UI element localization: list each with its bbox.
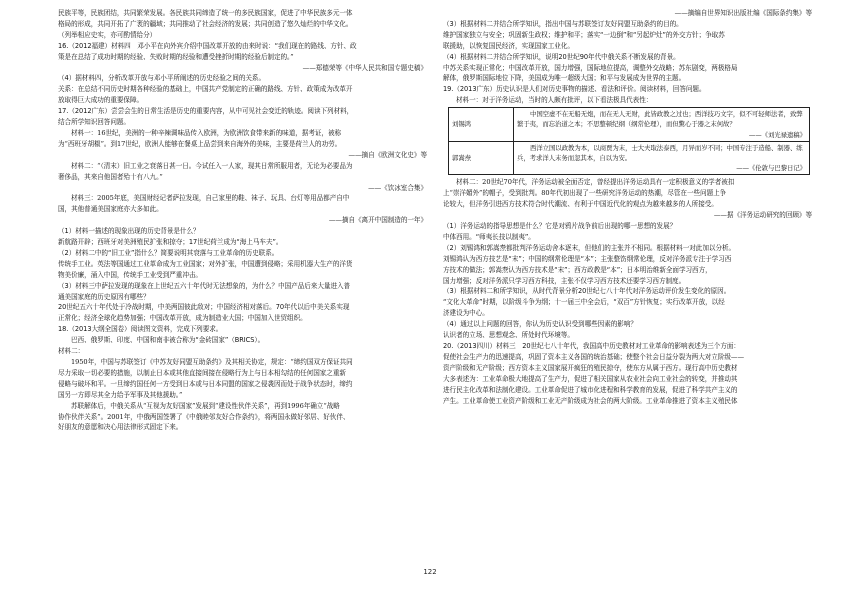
material-line: 1950年，中国与苏联签订《中苏友好同盟互助条约》及其相关协定，规定：“缔约国双方保证共同 — [71, 358, 353, 366]
material-line: 论较大，但洋务引进西方技术符合时代潮流、有利于中国近代化的观点为越来越多的人所接受。 — [443, 200, 718, 209]
answer-line: “文化大革命”时期，以阶级斗争为纲；十一届三中全会后，“双百”方针恢复；实行改革开放，以经 — [443, 298, 725, 307]
comparison-table — [448, 107, 810, 175]
material-line: 产生。工业革命使工业资产阶级和工业无产阶级成为社会的两大阶级。工业革命推进了资本主义殖民体 — [443, 396, 738, 405]
question-17-header: 17.（2012广东）尝尝会生的日常生活是历史的重要内容，从中可见社会变迁的轨迹。阅读下列材料， — [58, 107, 354, 116]
answer-line: 中体西用。“师夷长技以制夷”。 — [443, 232, 535, 241]
answer-line: 国力增强；反对洋务派只学习西方科技，主张不仅学习西方技术还要学习西方制度。 — [443, 276, 686, 285]
table-cell-name: 刘锡鸿 — [449, 108, 514, 142]
table-row — [449, 108, 810, 142]
answer-line: 方技术的做法；郭嵩焘认为西方技术是“末”；西方政教是“本”；日本明治维新全面学习西方， — [443, 265, 712, 274]
material-line: 材料二：“（清末）旧工业之衰落日甚一日。今试任入一人家，现其日常所服用者，无论为必要品为 — [71, 161, 353, 170]
material-line: 苏联解体后，中俄关系从“互视为友好国家”发展到“建设性伙伴关系”，再到1996年确立“战略 — [71, 401, 340, 410]
material-line: 为“西班牙胡椒”。到17世纪，欧洲人能够在餐桌上品尝到来自海外的美味，主要是荷兰人的功劳。 — [58, 139, 342, 148]
table-cell-name: 郭嵩焘 — [449, 141, 514, 175]
table-row — [449, 141, 810, 175]
material-line: 尽力采取一切必要的措施，以制止日本或其他直接间接在侵略行为上与日本相勾结的任何国家之重新 — [58, 368, 346, 377]
material-line: 促使社会生产力的迅速提高，巩固了资本主义各国的统治基础；使整个社会日益分裂为两大对立阶级—— — [443, 352, 745, 361]
material-label: 材料二： — [58, 347, 85, 356]
material-line: 好朋友的意愿和决心用法律形式固定下来。 — [58, 423, 183, 432]
question-line: （1）材料一描述的现象出现的历史背景是什么？ — [58, 227, 200, 236]
material-line: 进行民主化改革和法制化建设。工业革命促进了城市化进程和科学教育的发展，促进了科学共产主义的 — [443, 385, 738, 394]
material-line: 材料一：16世纪，美洲的一种辛辣调味品传入欧洲，为欧洲饮食带来新的味道，据考证，被称 — [71, 128, 342, 137]
answer-line: 20世纪五六十年代处于冷战时期，中美两国彼此敌对；中国经济相对落后。70年代以后中美关系实现 — [58, 303, 350, 312]
cell-source: ——《刘光禄遗稿》 — [748, 130, 806, 139]
question-line: 通美国家庭的历史原因有哪些？ — [58, 292, 150, 301]
material-line: 上“崇洋媚外”的帽子，受到批判。80年代初出现了一些研究洋务运动的热潮，尽管在一些问题上争 — [443, 189, 727, 198]
material-line: 协作伙伴关系”。2001年，中俄两国签署了《中俄睦邻友好合作条约》，将两国永做好邻居、好伙伴、 — [58, 412, 350, 421]
cell-source: ——《伦敦与巴黎日记》 — [736, 164, 806, 173]
source-citation: ——《饮冰室合集》 — [368, 183, 427, 192]
cell-body: 西洋立国以政教为本，以商贾为末，士大夫取法泰西，月异而岁不同；中国专注于造船、制器、练兵，考求洋人末务而忽其本，自以为安。 — [517, 143, 803, 162]
answer-line: 中苏关系实现正常化；中国改革开放，国力增强，国际地位提高，调整外交战略；苏东剧变，两极格局 — [443, 63, 738, 72]
answer-line: 放取得巨大成功的重要保障。 — [58, 96, 144, 105]
question-line: （3）根据材料二和所学知识，从时代背景分析20世纪七八十年代对洋务运动评价发生变化的原因。 — [443, 287, 731, 296]
table-cell-text — [514, 108, 810, 142]
quote-line: 策是在总结了成功时期的经验、失败时期的经验和遭受挫折时期的经验后制定的。” — [58, 52, 294, 61]
answer-line: 新航路开辟；西班牙对美洲殖民扩张和掠夺；17世纪荷兰成为“海上马车夫”。 — [58, 238, 283, 247]
question-line: （4）根据材料二并结合所学知识，说明20世纪90年代中俄关系不断发展的背景。 — [443, 52, 680, 61]
source-citation: ——郑德荣等《中华人民共和国专题史稿》 — [302, 63, 427, 72]
question-16-header: 16.（2012福建）材料四 邓小平在向外宾介绍中国改革开放的由来时说：“我们现在的路线、方针、政 — [58, 41, 357, 50]
source-citation: ——摘自《离开中国制造的一年》 — [328, 216, 427, 225]
text-line: 巴西、俄罗斯、印度、中国和南非被合称为“金砖国家”（BRICS）。 — [71, 336, 265, 345]
text-line: 格局的形成，共同开拓了广袤的疆域；共同推动了社会经济的发展；共同创造了悠久灿烂的中华文化。 — [58, 19, 353, 28]
cell-body: 中国空虚不在无船无炮，而在无人无财，此皆政教之过也；西洋技巧文字，似不可轻师法者，致弊繁于夷，而忘治道之本；不思整顿纪纲（纲常伦理），而但驚心于器之末何故？ — [517, 110, 803, 129]
question-20-header: 20.（2013四川）材料三 20世纪七八十年代，我国高中历史教材对工业革命的影响表述为三个方面： — [443, 341, 740, 350]
answer-line: 认识者的立场、思想观念、所处时代环境等。 — [443, 331, 574, 340]
material-line: 资产阶级和无产阶级；西方资本主义国家展开疯狂的殖民掠夺，使东方从属于西方。现行高中历史教材 — [443, 363, 738, 372]
answer-line: 传统手工业。英法等国通过工业革命成为工业国家；对外扩张，中国遭到侵略；采用机器大生产的洋货 — [58, 259, 353, 268]
right-column — [443, 8, 812, 406]
left-column — [58, 8, 427, 433]
material-line: 国另一方即尽其全力给予军事及其他援助。” — [58, 390, 183, 399]
answer-line: 济建设为中心。 — [443, 309, 489, 318]
question-line: （4）据材料四，分析改革开放与邓小平所阐述的历史经验之间的关系。 — [58, 74, 266, 83]
source-citation: ——摘编自世界知识出版社编《国际条约集》等 — [674, 9, 812, 17]
material-line: 大多表述为：工业革命极大地提高了生产力，促进了相关国家从农业社会向工业社会的转变，并推动其 — [443, 374, 738, 383]
question-line: （2）材料二中的“旧工业”指什么？简要说明其衰落与工业革命的历史联系。 — [58, 248, 279, 257]
answer-line: 解体，俄罗斯国际地位下降，美国成为唯一超级大国；和平与发展成为世界的主题。 — [443, 74, 686, 83]
question-line: （3）根据材料二并结合所学知识，指出中国与苏联签订友好同盟互助条约的目的。 — [443, 19, 683, 28]
question-line: （4）通过以上问题的回答，你认为历史认识受到哪些因素的影响？ — [443, 320, 637, 329]
table-cell-text — [514, 141, 810, 175]
question-18-header: 18.（2013大纲全国卷）阅读图文资料，完成下列要求。 — [58, 325, 223, 334]
text-line: （列举相应史实，亦可酌情给分） — [58, 30, 157, 39]
answer-line: 物美价廉，涌入中国，传统手工业受到严重冲击。 — [58, 270, 202, 279]
question-19-header: 19.（2013广东）历史认识是人们对历史事物的描述、看法和评价。阅读材料，回答问题。 — [443, 85, 706, 94]
material-line: 材料三：2005年底，美国财经记者萨拉发现，自己家里的鞋、袜子、玩具、台灯等用品都产自中 — [71, 194, 350, 203]
material-line: 材料二：20世纪70年代，洋务运动被全面否定，曾经提出洋务运动具有一定积极意义的学者被扣 — [456, 178, 735, 187]
material-line: 材料一：对于洋务运动，当时的人颇有批评，以下看法极具代表性： — [456, 96, 653, 105]
text-line: 结合所学知识回答问题。 — [58, 118, 130, 127]
answer-line: 联援助，以恢复国民经济，实现国家工业化。 — [443, 41, 574, 50]
answer-line: 正常化；经济全球化趋势加强；中国改革开放，成为制造业大国；中国加入世贸组织。 — [58, 314, 307, 323]
page-number: 122 — [423, 568, 437, 576]
text-line: 民族平等，民族团结，共同繁荣发展。各民族共同缔造了统一的多民族国家，促进了中华民族多元一体 — [58, 9, 353, 17]
material-line: 侵略与破坏和平。一旦缔约国任何一方受到日本或与日本同盟的国家之侵袭因而处于战争状态时，缔约 — [58, 379, 353, 388]
question-line: （1）洋务运动的指导思想是什么？它是对鸦片战争前后出现的哪一思想的发展？ — [443, 222, 677, 230]
answer-line: 维护国家独立与安全；巩固新生政权；维护和平；落实“一边倒”和“另起炉灶”的外交方针；争取苏 — [443, 30, 725, 39]
material-line: 奢侈品，其来自他国者殆十有八九。” — [58, 172, 163, 181]
source-citation: ——摘自《欧洲文化史》等 — [348, 150, 427, 159]
answer-line: 刘锡鸿认为西方技艺是“末”；中国的纲常伦理是“本”；主张整饬纲常伦理，反对洋务派专注于学习西 — [443, 254, 732, 263]
question-line: （3）材料三中萨拉发现的现象在上世纪五六十年代时无法想象的，为什么？中国产品后来大量进入普 — [58, 281, 351, 290]
material-line: 国，其他普通美国家庭亦大多如此。 — [58, 205, 163, 214]
answer-line: 关系：在总结不同历史时期各种经验的基础上，中国共产党制定的正确的路线、方针、政策成为改革开 — [58, 85, 353, 94]
question-line: （2）刘锡鸿和郭嵩焘都批判洋务运动舍本逐末，但他们的主张并不相同。根据材料一对此加以分析。 — [443, 243, 736, 252]
source-citation: ——据《洋务运动研究的回顾》等 — [713, 211, 812, 220]
